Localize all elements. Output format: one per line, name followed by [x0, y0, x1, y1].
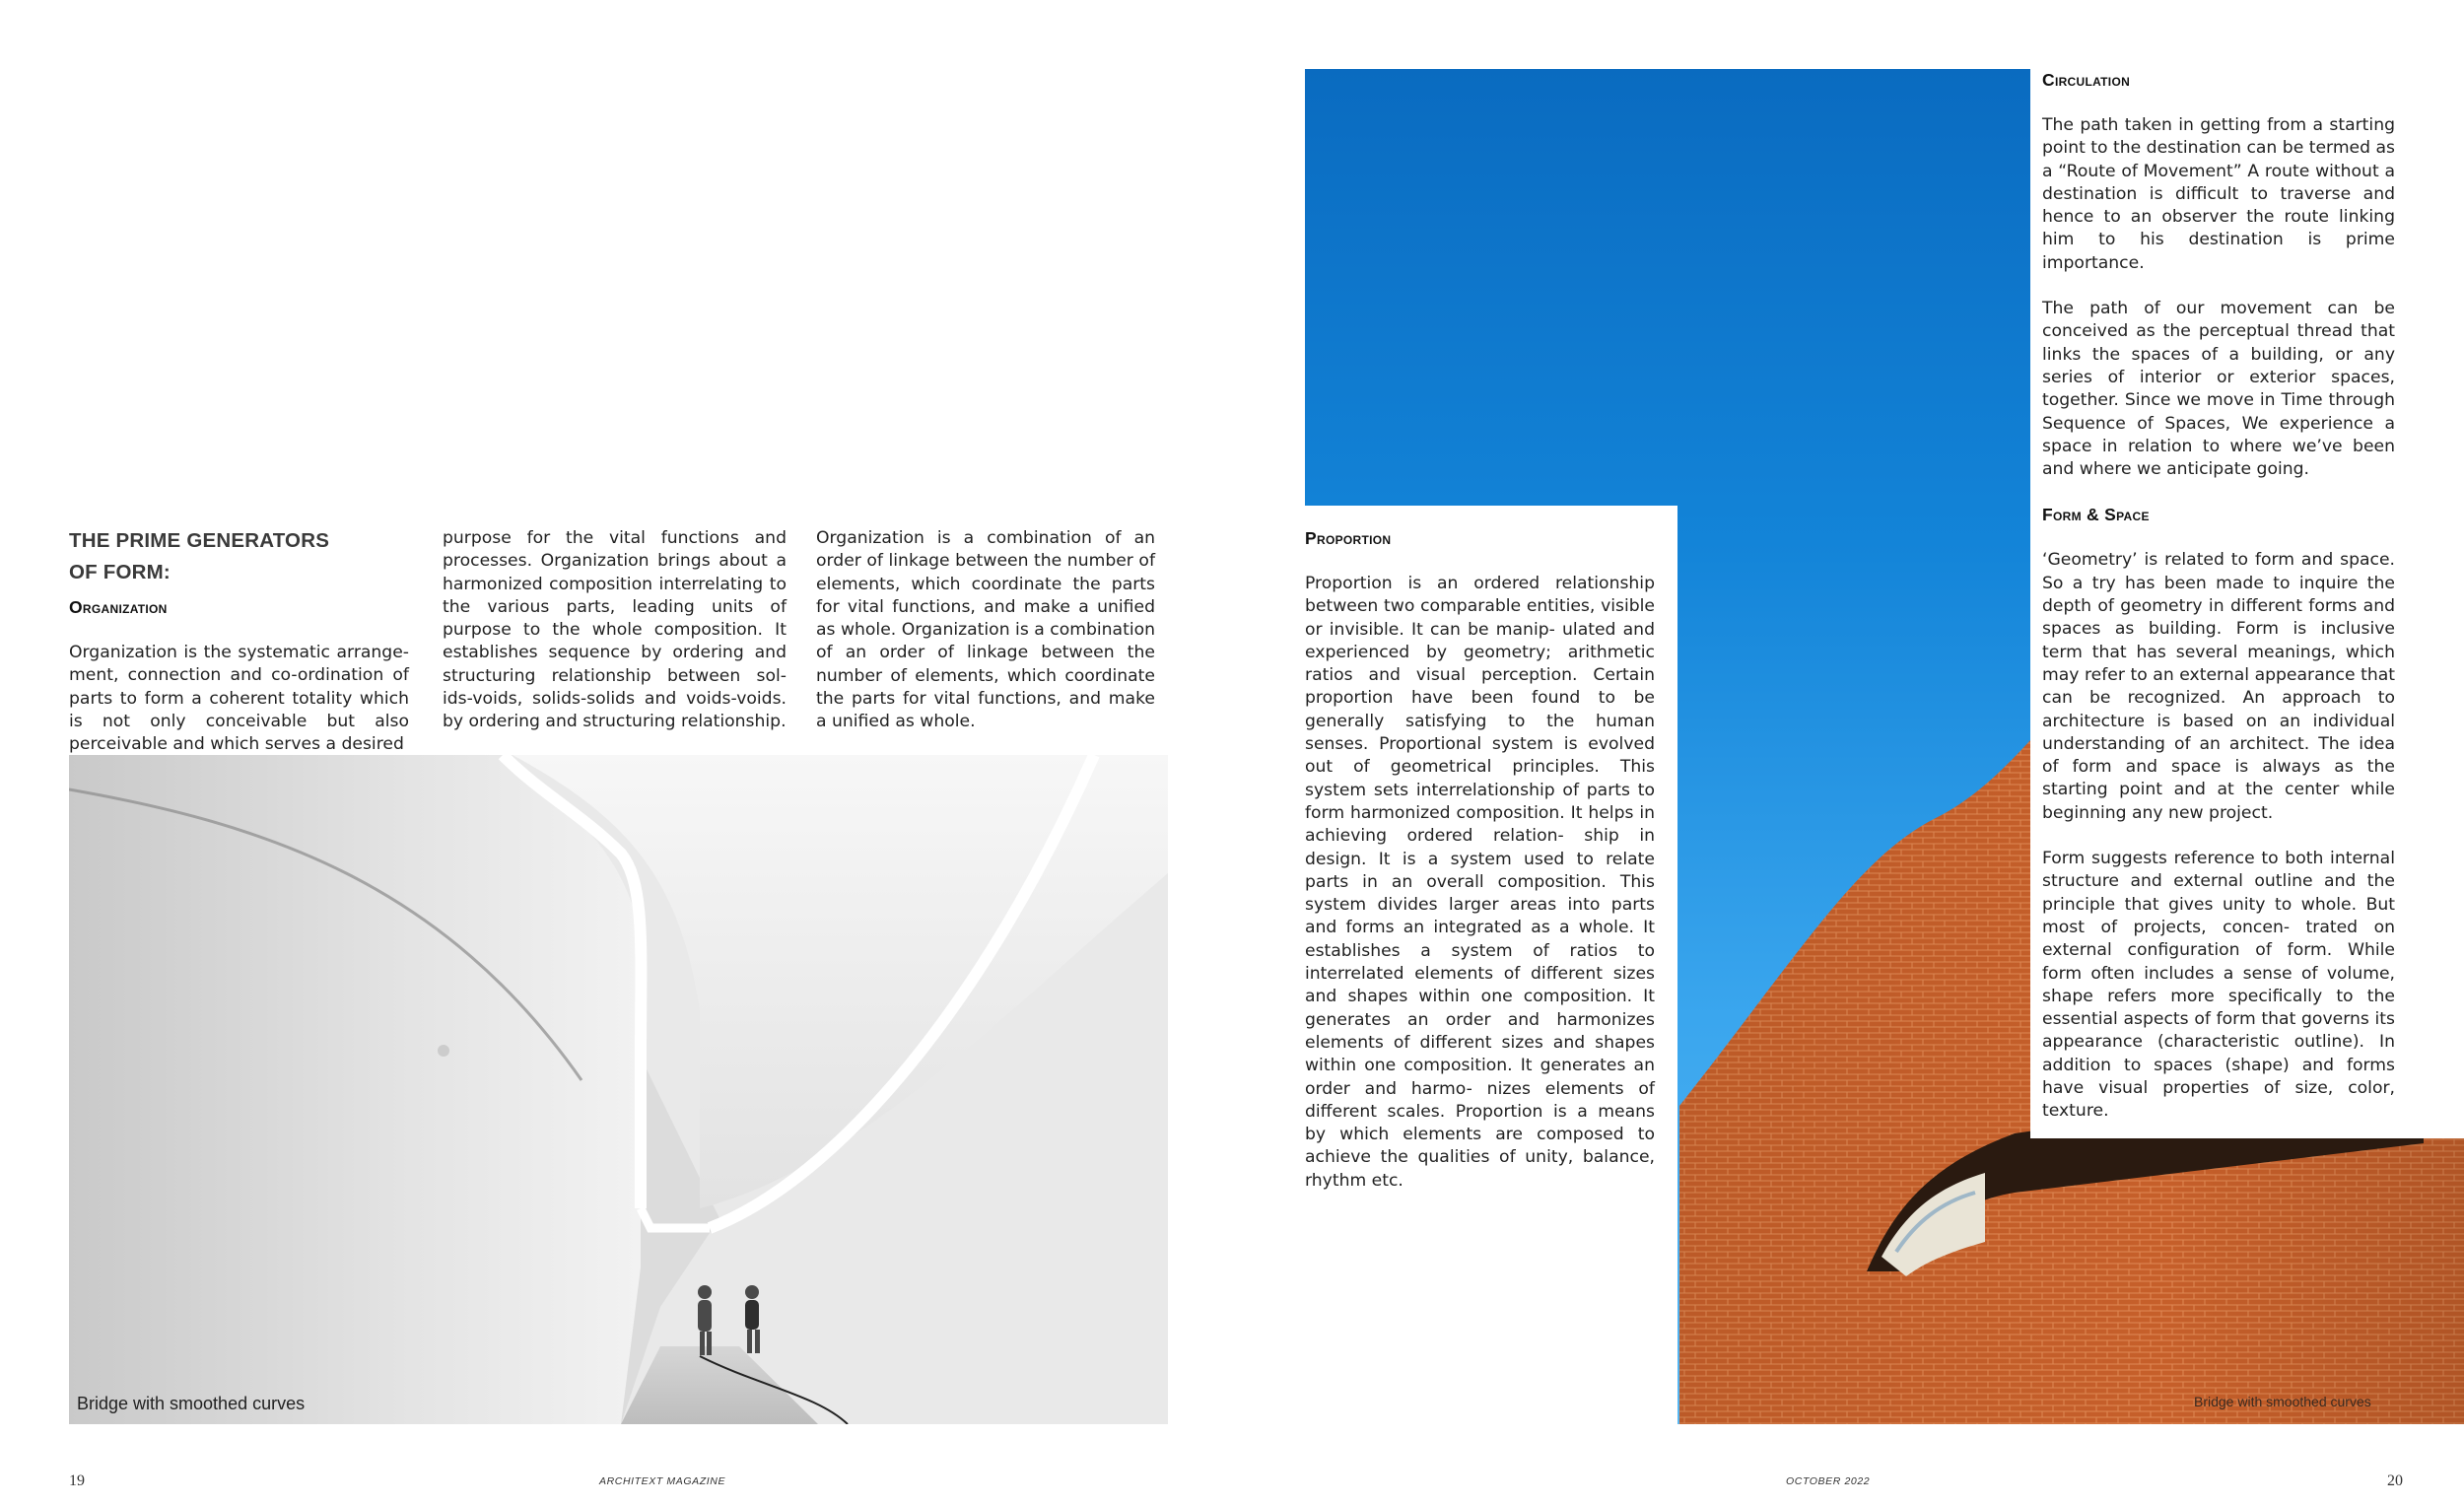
page-number-left: 19 — [69, 1472, 85, 1489]
article-title-line-1: THE PRIME GENERATORS — [69, 529, 330, 552]
form-space-paragraph-1: ‘Geometry’ is related to form and space. So a try has been made to inquire the depth of geometry in different forms and spaces as building. Form is inclusive term that has several meanings, which may refer to an external appearance that can be recognized. An approach to architecture is based on an individual understanding of an architect. The idea of form and space is always as the starting point and at the center while beginning any new project. — [2042, 550, 2395, 823]
text-column-3 — [816, 527, 1155, 734]
proportion-paragraph: Proportion is an ordered relationship between two comparable entities, visible or invisible. It can be manip- ulated and experienced by geometry; arithmetic ratios and visual perception. Certain proportion have been found to be generally satisfying to the human senses. Proportional system is evolved out of geometrical principles. This system sets interrelationship of parts to form harmonized composition. It helps in achieving ordered relation- ship in design. It is a system used to relate parts in an overall composition. This system divides larger areas into parts and forms an integrated as a whole. It establishes a system of ratios to interrelated elements of different sizes and shapes within one composition. It generates an order and harmonizes elements of different sizes and shapes within one composition. It generates an order and harmo- nizes elements of different scales. Proportion is a means by which elements are composed to achieve the qualities of unity, balance, rhythm etc. — [1305, 574, 1655, 1191]
corridor-illustration — [69, 755, 1168, 1424]
form-space-paragraph-2: Form suggests reference to both internal structure and external outline and the principle that gives unity to whole. But most of projects, concen- trated on external configuration of form. While form often includes a sense of volume, shape refers more specifically to the essential aspects of form that governs its appearance (characteristic outline). In addition to spaces (shape) and forms have visual properties of size, color, texture. — [2042, 849, 2395, 1122]
right-page — [1232, 0, 2464, 1506]
corridor-photo — [69, 755, 1168, 1424]
circulation-paragraph-1: The path taken in getting from a starting point to the destination can be termed as a “Route of Movement” A route without a destination is difficult to traverse and hence to an observer the route linking him to his destination is prime importance. — [2042, 115, 2395, 273]
form-space-heading: Form & Space — [2042, 505, 2150, 525]
organization-paragraph-1: Organization is the systematic arrange- ment, connection and co-ordination of parts to form a coherent totality which is not only conceivable but also perceivable and which serves a desired — [69, 643, 409, 755]
page-number-right: 20 — [2387, 1472, 2403, 1489]
text-column-1 — [69, 525, 409, 756]
circulation-column — [2042, 69, 2395, 1124]
organization-paragraph-2: purpose for the vital functions and processes. Organization brings about a harmonized composition interrelating to the various parts, leading units of purpose to the whole composition. It establishes sequence by ordering and structuring relationship between sol- ids-voids, solids-solids and voids-voids. by ordering and structuring relationship. — [443, 528, 787, 732]
article-title — [69, 525, 409, 588]
proportion-heading: Proportion — [1305, 528, 1392, 548]
organization-paragraph-3: Organization is a combination of an order of linkage between the number of elements, which coordinate the parts for vital functions, and make a unified as whole. Organization is a combination of an order of linkage between the number of elements, which coordinate the parts for vital functions, and make a unified as whole. — [816, 528, 1155, 732]
issue-date: OCTOBER 2022 — [1786, 1475, 1871, 1487]
photo-caption-right: Bridge with smoothed curves — [2194, 1394, 2371, 1409]
photo-caption-left: Bridge with smoothed curves — [77, 1394, 306, 1413]
circulation-paragraph-2: The path of our movement can be conceived as the perceptual thread that links the spaces of a building, or any series of interior or exterior spaces, together. Since we move in Time through Sequence of Spaces, We experience a space in relation to where we’ve been and where we anticipate going. — [2042, 299, 2395, 480]
proportion-column — [1305, 527, 1655, 1193]
article-title-line-2: OF FORM: — [69, 561, 171, 583]
organization-heading: Organization — [69, 597, 168, 617]
magazine-name: ARCHITEXT MAGAZINE — [599, 1475, 726, 1487]
circulation-heading: Circulation — [2042, 70, 2131, 90]
text-column-2 — [443, 527, 787, 734]
